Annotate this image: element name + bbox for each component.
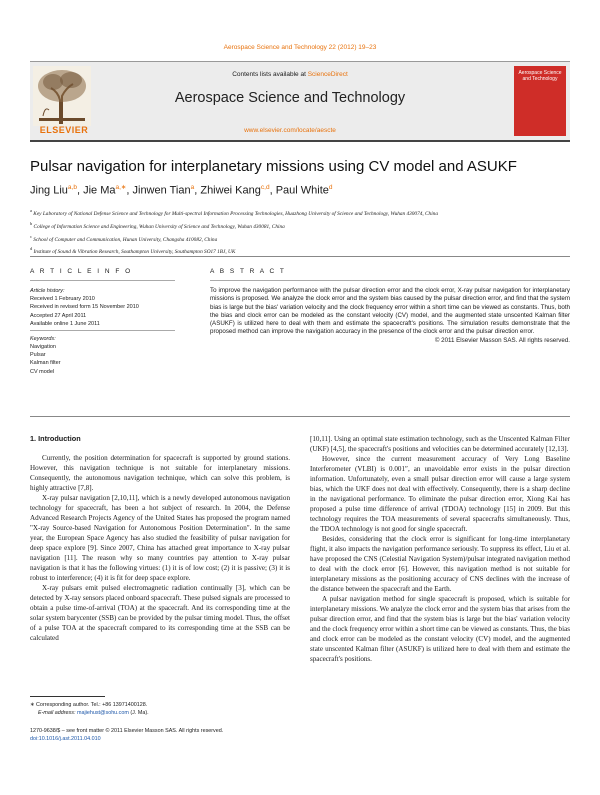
abstract-rule [210, 280, 570, 281]
author-list: Jing Liu$^{a,b}$, Jie $Ma^{a,∗}$, Jinwen Tian$^a$, Zhiwei Kang$^{c,d}$, Paul White$^d$ [30, 184, 333, 197]
affil-text: School of Computer and Communication, Hunan University, Changsha 410082, China [33, 236, 218, 243]
author-name[interactable]: Jie Ma [83, 184, 116, 197]
affiliation-rule [30, 256, 570, 257]
paragraph: A pulsar navigation method for single spacecraft is proposed, which is suitable for interplanetary missions. We analyze the clock error and the system bias that arises from the pulsar direction error, and find that the system bias is large but the bias' variation velocity and the clock frequency error within a short time can be viewed as constants. Thus, the bias and clock error can be modeled as the constant velocity (CV) model, and the augmented state unscented Kalman filter (ASUKF) is utilized here to deal with them and estimate the spacecraft's positions. [310, 595, 570, 663]
author-name[interactable]: Jing Liu [30, 184, 68, 197]
journal-homepage [100, 127, 480, 134]
affiliation [30, 219, 575, 232]
paragraph: [10,11]. Using an optimal state estimation technology, such as the Unscented Kalman Filter (UKF) [4,5], the spacecraft's positions and velocities can be determined accurately [12,13]. [310, 435, 570, 453]
doi-link[interactable]: doi:10.1016/j.ast.2011.04.010 [30, 736, 101, 742]
affiliations [30, 206, 575, 257]
author-affil-sup: a [190, 184, 195, 191]
affil-letter: c [30, 233, 32, 239]
keyword: Pulsar [30, 352, 46, 359]
email-suffix: (J. Ma). [128, 710, 149, 716]
journal-reference[interactable]: Aerospace Science and Technology 22 (2012) 19–23 [223, 44, 377, 51]
author-affil-sup: c,d [260, 184, 270, 191]
author-name[interactable]: Zhiwei Kang [200, 184, 261, 197]
corresponding-author: ∗ Corresponding author. Tel.: +86 13971400128. [30, 702, 148, 708]
affil-text: Key Laboratory of National Defense Science and Technology for Multi-spectral Information Processing Technologies, Huazhong University of Science and Technology, Wuhan 430074, China [33, 210, 438, 217]
email-label: E-mail address: [38, 710, 77, 716]
keyword: CV model [30, 368, 55, 375]
issn-line: 1270-9638/$ – see front matter © 2011 Elsevier Masson SAS. All rights reserved. [30, 728, 224, 734]
contents-available [100, 71, 480, 78]
header-bottom-rule [30, 140, 570, 142]
journal-title: Aerospace Science and Technology [174, 90, 406, 106]
author-affil-sup: a,∗ [115, 184, 127, 191]
info-rule [30, 280, 175, 281]
history-label: Article history: [30, 288, 65, 294]
footnote [30, 701, 300, 717]
abstract-text: To improve the navigation performance with the pulsar direction error and the clock error, X-ray pulsar navigation for interplanetary missions is proposed. We analyze the clock error and the system bias caused by the pulsar direction error, and find that the system bias is large but the bias' variation velocity and the clock frequency error within a short time can be viewed as constants. Thus, both the bias and clock error can be modeled as the constant velocity (CV) model, and the augmented state unscented Kalman filter (ASUKF) is utilized here to deal with them and estimate the spacecraft's positions. The simulation results demonstrate that the proposed method can improve the navigation accuracy in the presence of the clock error and the pulsar direction error. [210, 287, 570, 336]
footnote-rule [30, 696, 105, 697]
history-item: Received in revised form 15 November 2010 [30, 304, 139, 311]
email-link[interactable]: majiehust@sohu.com [76, 710, 129, 716]
page-bottom-info [30, 727, 430, 743]
affiliation [30, 206, 575, 219]
affil-text: Institute of Sound & Vibration Research, Southampton University, Southampton SO17 1BJ, UK [33, 249, 236, 256]
author-affil-sup: a,b [67, 184, 77, 191]
affiliation [30, 232, 575, 245]
section-heading: 1. Introduction [30, 434, 81, 443]
keyword: Kalman filter [30, 360, 61, 367]
body-column-left [30, 434, 290, 643]
sciencedirect-link[interactable]: ScienceDirect [307, 71, 348, 78]
info-divider [30, 330, 175, 331]
paragraph: Besides, considering that the clock error is significant for long-time interplanetary flight, it also impacts the navigation performance seriously. To suppress its effect, Liu et al. have proposed the CNS (Celestial Navigation System)/pulsar integrated navigation method to deal with the clock error [6]. However, this navigation method is not suitable for interplanetary missions as the positioning accuracy of CNS declines with the increase of the distance between the spacecraft and the Earth. [310, 535, 570, 593]
abstract-copyright: © 2011 Elsevier Masson SAS. All rights reserved. [434, 336, 570, 344]
history-item: Accepted 27 April 2011 [30, 312, 87, 319]
abstract-heading: A B S T R A C T [210, 268, 286, 275]
author-name[interactable]: Paul White [275, 184, 329, 197]
author-name[interactable]: Jinwen Tian [132, 184, 191, 197]
author-affil-sup: d [328, 184, 333, 191]
publisher-name: ELSEVIER [39, 125, 89, 135]
article-info-heading: A R T I C L E I N F O [30, 268, 133, 275]
elsevier-tree-logo [33, 66, 91, 126]
paragraph: X-ray pulsars emit pulsed electromagnetic radiation continually [3], which can be detected by X-ray sensors placed onboard spacecraft. These pulsed signals are processed to obtain a pulse time-of-arrival (TOA) at the spacecraft. And its corresponding time at the solar system barycenter (SSB) can be provided by the pulsar timing model. Thus, the offset of a pulse TOA at the spacecraft compared to its corresponding time at the SSB can be calculated [30, 584, 290, 642]
keywords-label: Keywords: [30, 335, 56, 342]
history-item: Received 1 February 2010 [30, 296, 95, 303]
paper-title: Pulsar navigation for interplanetary missions using CV model and ASUKF [30, 158, 517, 175]
cover-title: Aerospace Science and Technology [518, 70, 562, 82]
affil-letter: a [30, 208, 32, 213]
paragraph: However, since the current measurement accuracy of Very Long Baseline Interferometer (VLBI) is 0.001″, an unavoidable error exists in the pulsar direction information. Unfortunately, even a small pulsar direction error will cause a large system bias, which the UKF does not deal with effectively. Consequently, there is a sharp decline in the navigational performance. To eliminate the pulsar direction error, Xiong Kai has proposed a pulse time difference of arrival (TDOA) technology [15] in 2009. But this technology requires the TOA measurements of several spacecrafts simultaneously. Thus, the TDOA technology is not good for single spacecraft. [310, 455, 570, 533]
body-column-right [310, 434, 570, 664]
contents-text: Contents lists available at [232, 71, 308, 78]
affil-letter: d [30, 246, 33, 252]
article-info [30, 287, 175, 376]
email-line [30, 709, 300, 717]
abstract-bottom-rule [30, 416, 570, 417]
affil-letter: b [30, 220, 33, 226]
affil-text: College of Information Science and Engineering, Wuhan University of Science and Technology, Wuhan 430081, China [33, 223, 285, 230]
history-item: Available online 1 June 2011 [30, 320, 100, 327]
homepage-link[interactable]: www.elsevier.com/locate/aescte [244, 127, 336, 134]
paragraph: Currently, the position determination for spacecraft is supported by ground stations. However, this navigation technique is not suitable for interplanetary missions. Consequently, the autonomous navigation technique, which can solve this problem, is highly attractive [7,8]. [30, 454, 290, 492]
abstract [210, 287, 570, 345]
keyword: Navigation [30, 344, 56, 351]
paragraph: X-ray pulsar navigation [2,10,11], which is a newly developed autonomous navigation technology for spacecraft, has been a hot subject of research. In 2004, the Defense Advanced Research Projects Agency of the United States has proposed the program named "X-ray Source-based Navigation for Autonomous Position Determination". In the same year, the European Space Agency has also studied the feasibility of pulsar navigation for deep space explore [9]. Since 2007, China has attached great importance to X-ray pulsar navigation [11]. The reason why so many countries pay attention to X-ray pulsar navigation is that it has the following virtues: (1) it is of low cost; (2) it is passive; (3) it is robust to interference; (4) it is fit for deep space explore. [30, 494, 290, 582]
